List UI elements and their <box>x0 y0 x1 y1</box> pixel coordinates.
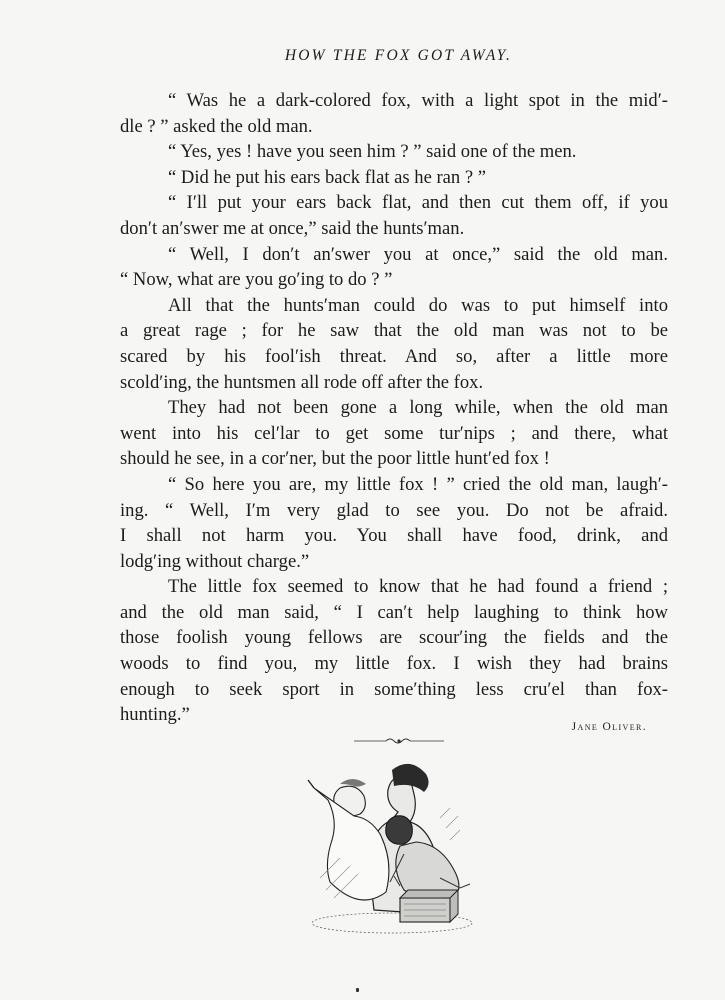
children-illustration <box>300 758 490 938</box>
paragraph <box>120 472 668 574</box>
paragraph <box>120 165 668 191</box>
text-line: I shall not harm you. You shall have food, drink, and <box>120 525 668 547</box>
text-line: “ Yes, yes ! have you seen him ? ” said one of the men. <box>168 141 577 163</box>
text-line: “ Was he a dark-colored fox, with a light spot in the mid′- <box>168 90 668 111</box>
text-line: The little fox seemed to know that he had found a friend ; <box>168 576 668 598</box>
text-line: scold′ing, the huntsmen all rode off after the fox. <box>120 371 484 393</box>
paragraph <box>120 88 668 139</box>
text-line: “ Well, I don′t an′swer you at once,” said the old man. <box>168 243 668 265</box>
text-line: don′t an′swer me at once,” said the hunts′man. <box>120 217 465 239</box>
paragraph <box>120 574 668 728</box>
text-line: “ Did he put his ears back flat as he ran ? ” <box>168 166 487 188</box>
paragraph <box>120 139 668 165</box>
text-line: They had not been gone a long while, when the old man <box>168 397 668 419</box>
text-line: “ Now, what are you go′ing to do ? ” <box>120 269 393 291</box>
text-line: a great rage ; for he saw that the old man was not to be <box>120 320 668 342</box>
text-line: enough to seek sport in some′thing less cru′el than fox- <box>120 678 668 700</box>
text-line: dle ? ” asked the old man. <box>120 115 313 137</box>
text-line: ing. “ Well, I′m very glad to see you. Do not be afraid. <box>120 499 668 521</box>
text-line: All that the hunts′man could do was to put himself into <box>168 294 668 316</box>
running-head: HOW THE FOX GOT AWAY. <box>284 47 513 64</box>
text-line: “ So here you are, my little fox ! ” cried the old man, laugh′- <box>168 473 668 495</box>
text-line: hunting.” <box>120 704 190 726</box>
paragraph <box>120 293 668 395</box>
paragraph <box>120 190 668 241</box>
page-speck <box>356 988 359 992</box>
text-line: should he see, in a cor′ner, but the poor little hunt′ed fox ! <box>120 448 550 470</box>
paragraph <box>120 395 668 472</box>
text-line: went into his cel′lar to get some tur′nips ; and there, what <box>120 422 668 444</box>
text-line: scared by his fool′ish threat. And so, after a little more <box>120 345 668 367</box>
author-credit: Jane Oliver. <box>571 721 647 733</box>
paragraph <box>120 242 668 293</box>
text-line: “ I′ll put your ears back flat, and then cut them off, if you <box>168 192 668 214</box>
text-line: woods to find you, my little fox. I wish they had brains <box>120 653 668 675</box>
text-line: those foolish young fellows are scour′ing the fields and the <box>120 627 668 649</box>
text-line: lodg′ing without charge.” <box>120 550 310 572</box>
text-line: and the old man said, “ I can′t help laughing to think how <box>120 601 668 623</box>
story-text <box>120 88 668 728</box>
ornament-divider <box>354 736 444 746</box>
